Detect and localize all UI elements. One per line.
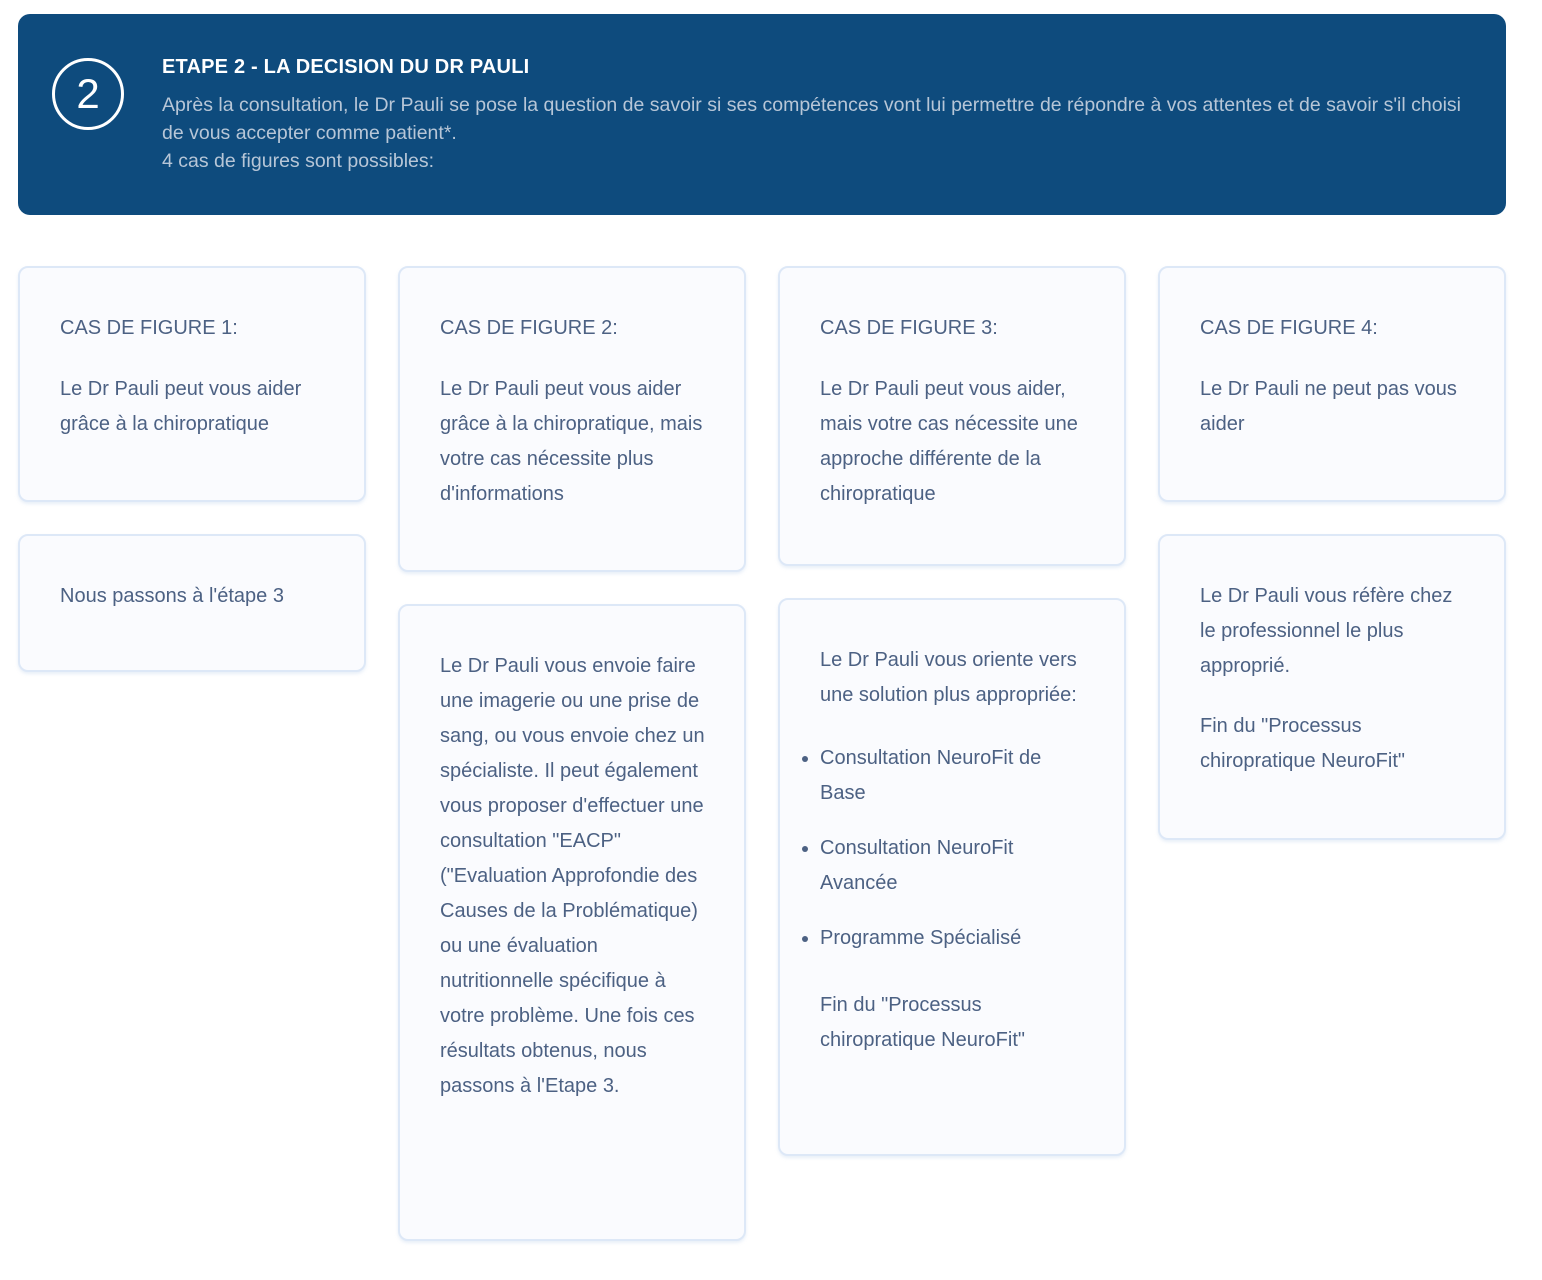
column-case-1 [18,266,366,672]
card-case-3-detail [778,598,1126,1156]
column-case-4 [1158,266,1506,840]
banner-paragraph-2: 4 cas de figures sont possibles: [162,150,435,172]
solutions-list-item: • Consultation NeuroFit de Base [820,741,1086,811]
card-case-4-detail [1158,534,1506,840]
step-number-badge [52,58,124,130]
banner-title: ETAPE 2 - LA DECISION DU DR PAULI [162,56,530,78]
card-case-3-title: CAS DE FIGURE 3: [820,317,998,339]
card-case-2-title: CAS DE FIGURE 2: [440,317,618,339]
card-case-4 [1158,266,1506,502]
card-case-2-body: Le Dr Pauli peut vous aider grâce à la chiropratique, mais votre cas nécessite plus d'informations [440,378,703,505]
banner-text-block [162,56,1462,175]
banner-description [162,91,1462,175]
solutions-list-item: • Programme Spécialisé [820,921,1086,956]
column-case-2 [398,266,746,1241]
card-case-4-detail-para1: Le Dr Pauli vous réfère chez le professionnel le plus approprié. [1200,585,1453,677]
card-case-4-title: CAS DE FIGURE 4: [1200,317,1378,339]
card-case-4-detail-para2: Fin du "Processus chiropratique NeuroFit" [1200,715,1405,772]
column-case-3 [778,266,1126,1156]
card-case-3-detail-outro: Fin du "Processus chiropratique NeuroFit" [820,994,1025,1051]
banner-paragraph: Après la consultation, le Dr Pauli se pose la question de savoir si ses compétences vont lui permettre de répondre à vos attentes et de savoir s'il choisi de vous accepter comme patient*. [162,94,1461,144]
card-case-2 [398,266,746,572]
card-case-4-body: Le Dr Pauli ne peut pas vous aider [1200,378,1457,435]
card-case-2-detail [398,604,746,1241]
solutions-list-item: • Consultation NeuroFit Avancée [820,831,1086,901]
step-number: 2 [76,70,100,117]
solutions-list [820,741,1086,956]
card-case-3-body: Le Dr Pauli peut vous aider, mais votre cas nécessite une approche différente de la chiropratique [820,378,1078,505]
cases-grid [18,266,1506,1241]
card-case-3 [778,266,1126,566]
card-case-2-detail-body: Le Dr Pauli vous envoie faire une imagerie ou une prise de sang, ou vous envoie chez un spécialiste. Il peut également vous proposer d'effectuer une consultation "EACP" ("Evaluation Approfondie des Causes de la Problématique) ou une évaluation nutritionnelle spécifique à votre problème. Une fois ces résultats obtenus, nous passons à l'Etape 3. [440,655,705,1097]
step-2-banner [18,14,1506,215]
card-case-3-detail-intro: Le Dr Pauli vous oriente vers une solution plus appropriée: [820,649,1077,706]
card-case-1-title: CAS DE FIGURE 1: [60,317,238,339]
card-case-1-next-step-body: Nous passons à l'étape 3 [60,585,284,607]
card-case-1-next-step [18,534,366,672]
page [0,14,1542,1280]
card-case-1-body: Le Dr Pauli peut vous aider grâce à la chiropratique [60,378,302,435]
card-case-1 [18,266,366,502]
